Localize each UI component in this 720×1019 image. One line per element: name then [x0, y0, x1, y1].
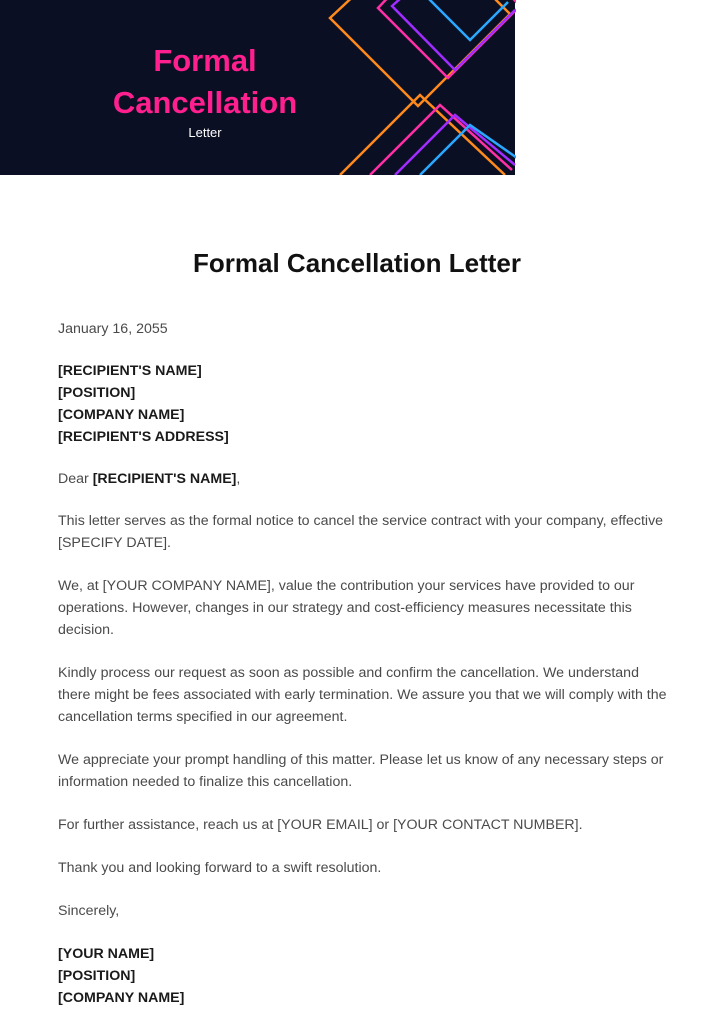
paragraph-request: Kindly process our request as soon as possible and confirm the cancellation. We understand there might be fees associated with early termination. We assure you that we will comply with the cancellation terms specified in our agreement. — [58, 665, 667, 725]
header-banner — [0, 0, 720, 175]
paragraph-contact: For further assistance, reach us at [YOUR EMAIL] or [YOUR CONTACT NUMBER]. — [58, 817, 583, 833]
letter-date: January 16, 2055 — [58, 321, 168, 337]
banner-subtitle: Letter — [188, 125, 222, 140]
paragraph-notice: This letter serves as the formal notice to cancel the service contract with your company, effective [SPECIFY DATE]. — [58, 513, 664, 551]
recipient-company: [COMPANY NAME] — [58, 407, 185, 423]
recipient-block — [58, 360, 668, 448]
greeting-name: [RECIPIENT'S NAME] — [92, 471, 237, 487]
signature-company: [COMPANY NAME] — [58, 990, 185, 1006]
greeting-suffix: , — [236, 471, 241, 487]
banner-title — [80, 40, 330, 124]
banner-title-line2: Cancellation — [112, 85, 298, 120]
signature-block — [58, 943, 668, 1009]
greeting-prefix: Dear — [58, 471, 93, 487]
recipient-address: [RECIPIENT'S ADDRESS] — [58, 429, 229, 445]
paragraph-appreciation: We appreciate your prompt handling of this matter. Please let us know of any necessary steps or information needed to finalize this cancellation. — [58, 752, 664, 790]
recipient-position: [POSITION] — [58, 385, 136, 401]
banner-title-line1: Formal — [153, 43, 257, 78]
paragraph-thanks: Thank you and looking forward to a swift resolution. — [58, 860, 382, 876]
document-title: Formal Cancellation Letter — [193, 248, 521, 278]
greeting — [58, 468, 668, 490]
signature-name: [YOUR NAME] — [58, 946, 155, 962]
letter-body — [58, 318, 668, 1009]
closing: Sincerely, — [58, 903, 120, 919]
signature-position: [POSITION] — [58, 968, 136, 984]
paragraph-reason: We, at [YOUR COMPANY NAME], value the contribution your services have provided to our operations. However, changes in our strategy and cost-efficiency measures necessitate this decision. — [58, 578, 635, 638]
recipient-name: [RECIPIENT'S NAME] — [58, 363, 202, 379]
